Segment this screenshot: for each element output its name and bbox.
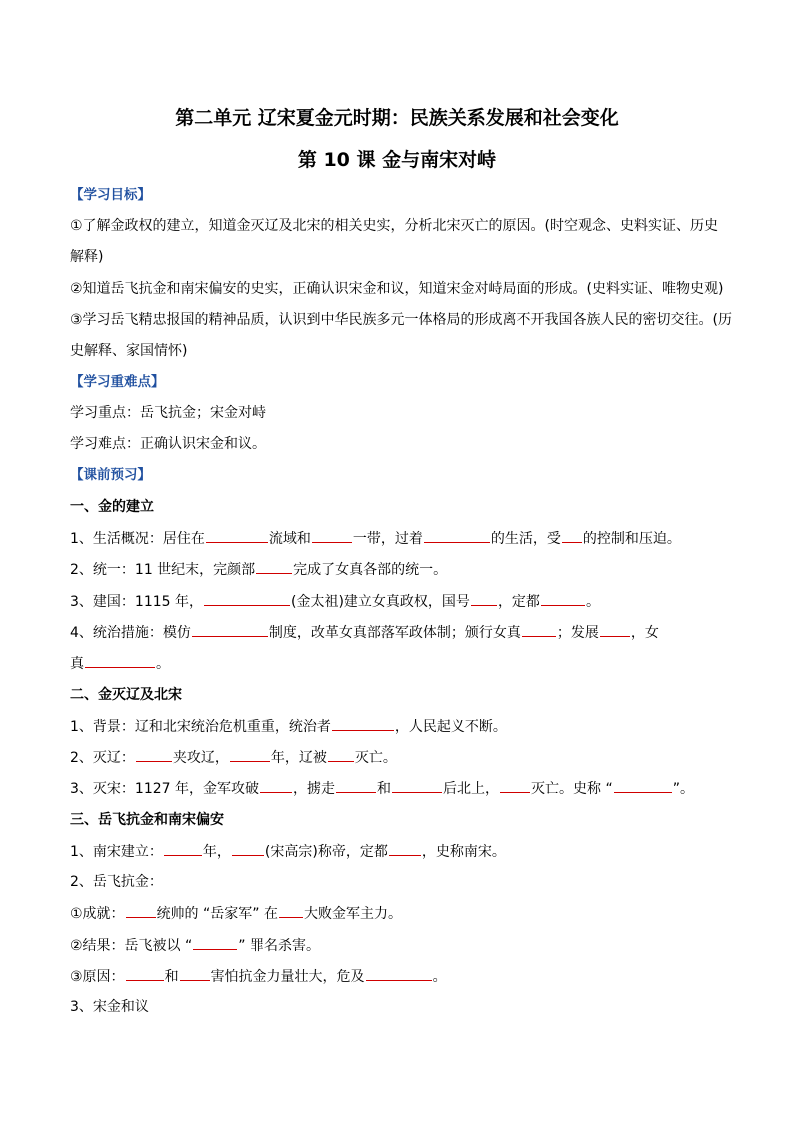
text-segment: 和 bbox=[164, 969, 179, 985]
text-segment: 2、岳飞抗金： bbox=[70, 874, 163, 890]
fill-blank[interactable] bbox=[164, 841, 202, 856]
objective-3-line-2: 史解释、家国情怀) bbox=[70, 343, 188, 359]
section-1-title: 一、金的建立 bbox=[70, 499, 154, 515]
fill-blank[interactable] bbox=[541, 591, 585, 606]
preview-line bbox=[70, 559, 730, 580]
fill-blank[interactable] bbox=[204, 591, 290, 606]
preview-line bbox=[70, 935, 730, 956]
text-segment: ③原因： bbox=[70, 969, 125, 985]
section-3-title: 三、岳飞抗金和南宋偏安 bbox=[70, 812, 224, 828]
text-segment: 年，辽被 bbox=[270, 750, 327, 766]
text-segment: 后北上， bbox=[443, 781, 499, 797]
fill-blank[interactable] bbox=[614, 778, 672, 793]
text-segment: (金太祖)建立女真政权，国号 bbox=[291, 594, 470, 610]
fill-blank[interactable] bbox=[389, 841, 421, 856]
text-segment: 2、灭辽： bbox=[70, 750, 135, 766]
fill-blank[interactable] bbox=[85, 653, 155, 668]
text-segment: ，女 bbox=[630, 625, 659, 641]
text-segment: 和 bbox=[377, 781, 391, 797]
preview-line bbox=[70, 591, 730, 612]
fill-blank[interactable] bbox=[424, 528, 490, 543]
fill-blank[interactable] bbox=[192, 622, 268, 637]
text-segment: 夹攻辽， bbox=[172, 750, 229, 766]
text-segment: 3、灭宋：1127 年，金军攻破 bbox=[70, 781, 259, 797]
fill-blank[interactable] bbox=[392, 778, 442, 793]
fill-blank[interactable] bbox=[562, 528, 582, 543]
fill-blank[interactable] bbox=[136, 747, 172, 762]
objectives-header: 【学习目标】 bbox=[70, 187, 151, 203]
preview-line bbox=[70, 872, 730, 892]
fill-blank[interactable] bbox=[328, 747, 354, 762]
preview-line bbox=[70, 716, 730, 737]
fill-blank[interactable] bbox=[126, 966, 164, 981]
fill-blank[interactable] bbox=[279, 903, 303, 918]
preview-line bbox=[70, 778, 730, 799]
fill-blank[interactable] bbox=[180, 966, 210, 981]
fill-blank[interactable] bbox=[193, 935, 237, 950]
text-segment: 。 bbox=[432, 969, 447, 985]
preview-header: 【课前预习】 bbox=[70, 467, 151, 483]
fill-blank[interactable] bbox=[522, 622, 556, 637]
preview-line bbox=[70, 622, 730, 643]
preview-line bbox=[70, 747, 730, 768]
text-segment: 。 bbox=[156, 656, 170, 672]
preview-line bbox=[70, 653, 730, 674]
fill-blank[interactable] bbox=[230, 747, 270, 762]
preview-line bbox=[70, 903, 730, 924]
objective-3-line-1: ③学习岳飞精忠报国的精神品质，认识到中华民族多元一体格局的形成离不开我国各族人民的密切交往。(历 bbox=[70, 312, 733, 328]
text-segment: 灭亡。史称 “ bbox=[531, 781, 613, 797]
text-segment: 的控制和压迫。 bbox=[582, 531, 681, 547]
fill-blank[interactable] bbox=[312, 528, 352, 543]
unit-title: 第二单元 辽宋夏金元时期：民族关系发展和社会变化 bbox=[175, 107, 619, 129]
text-segment: 流域和 bbox=[268, 531, 311, 547]
key-point-difficulty: 学习难点：正确认识宋金和议。 bbox=[70, 436, 266, 452]
text-segment: 1、背景：辽和北宋统治危机重重，统治者 bbox=[70, 719, 331, 735]
text-segment: 1、南宋建立： bbox=[70, 844, 163, 860]
section-2-title: 二、金灭辽及北宋 bbox=[70, 687, 182, 703]
text-segment: ，掳走 bbox=[293, 781, 335, 797]
preview-line bbox=[70, 997, 730, 1017]
fill-blank[interactable] bbox=[336, 778, 376, 793]
fill-blank[interactable] bbox=[366, 966, 432, 981]
fill-blank[interactable] bbox=[471, 591, 497, 606]
text-segment: ①成就： bbox=[70, 906, 125, 922]
objective-1-line-2: 解释) bbox=[70, 249, 104, 265]
text-segment: 一带，过着 bbox=[352, 531, 423, 547]
lesson-title: 第 10 课 金与南宋对峙 bbox=[297, 149, 497, 171]
text-segment: 统帅的 “岳家军” 在 bbox=[156, 906, 278, 922]
objective-2: ②知道岳飞抗金和南宋偏安的史实，正确认识宋金和议，知道宋金对峙局面的形成。(史料实证、唯物史观) bbox=[70, 281, 724, 297]
text-segment: 大败金军主力。 bbox=[303, 906, 402, 922]
text-segment: ”。 bbox=[672, 781, 694, 797]
text-segment: 3、宋金和议 bbox=[70, 999, 149, 1015]
text-segment: ” 罪名杀害。 bbox=[238, 938, 320, 954]
text-segment: 4、统治措施：模仿 bbox=[70, 625, 191, 641]
text-segment: 完成了女真各部的统一。 bbox=[293, 562, 448, 578]
text-segment: 真 bbox=[70, 656, 84, 672]
fill-blank[interactable] bbox=[500, 778, 530, 793]
text-segment: (宋高宗)称帝，定都 bbox=[264, 844, 388, 860]
fill-blank[interactable] bbox=[256, 559, 292, 574]
text-segment: 的生活，受 bbox=[490, 531, 561, 547]
preview-line bbox=[70, 528, 730, 549]
key-point-focus: 学习重点：岳飞抗金；宋金对峙 bbox=[70, 405, 266, 421]
text-segment: ，定都 bbox=[497, 594, 540, 610]
text-segment: ；发展 bbox=[556, 625, 599, 641]
fill-blank[interactable] bbox=[260, 778, 292, 793]
preview-line bbox=[70, 841, 730, 862]
text-segment: 2、统一：11 世纪末，完颜部 bbox=[70, 562, 256, 578]
text-segment: 制度，改革女真部落军政体制；颁行女真 bbox=[268, 625, 521, 641]
text-segment: 。 bbox=[585, 594, 600, 610]
preview-line bbox=[70, 966, 730, 987]
fill-blank[interactable] bbox=[232, 841, 264, 856]
text-segment: ，史称南宋。 bbox=[421, 844, 506, 860]
fill-blank[interactable] bbox=[126, 903, 156, 918]
text-segment: 害怕抗金力量壮大，危及 bbox=[210, 969, 365, 985]
text-segment: ，人民起义不断。 bbox=[394, 719, 507, 735]
fill-blank[interactable] bbox=[332, 716, 394, 731]
fill-blank[interactable] bbox=[600, 622, 630, 637]
objective-1-line-1: ①了解金政权的建立，知道金灭辽及北宋的相关史实，分析北宋灭亡的原因。(时空观念、史料实证、历史 bbox=[70, 218, 719, 234]
text-segment: ②结果：岳飞被以 “ bbox=[70, 938, 193, 954]
key-points-header: 【学习重难点】 bbox=[70, 374, 165, 390]
text-segment: 3、建国：1115 年， bbox=[70, 594, 203, 610]
text-segment: 1、生活概况：居住在 bbox=[70, 531, 205, 547]
fill-blank[interactable] bbox=[206, 528, 268, 543]
text-segment: 灭亡。 bbox=[354, 750, 397, 766]
text-segment: 年， bbox=[202, 844, 231, 860]
